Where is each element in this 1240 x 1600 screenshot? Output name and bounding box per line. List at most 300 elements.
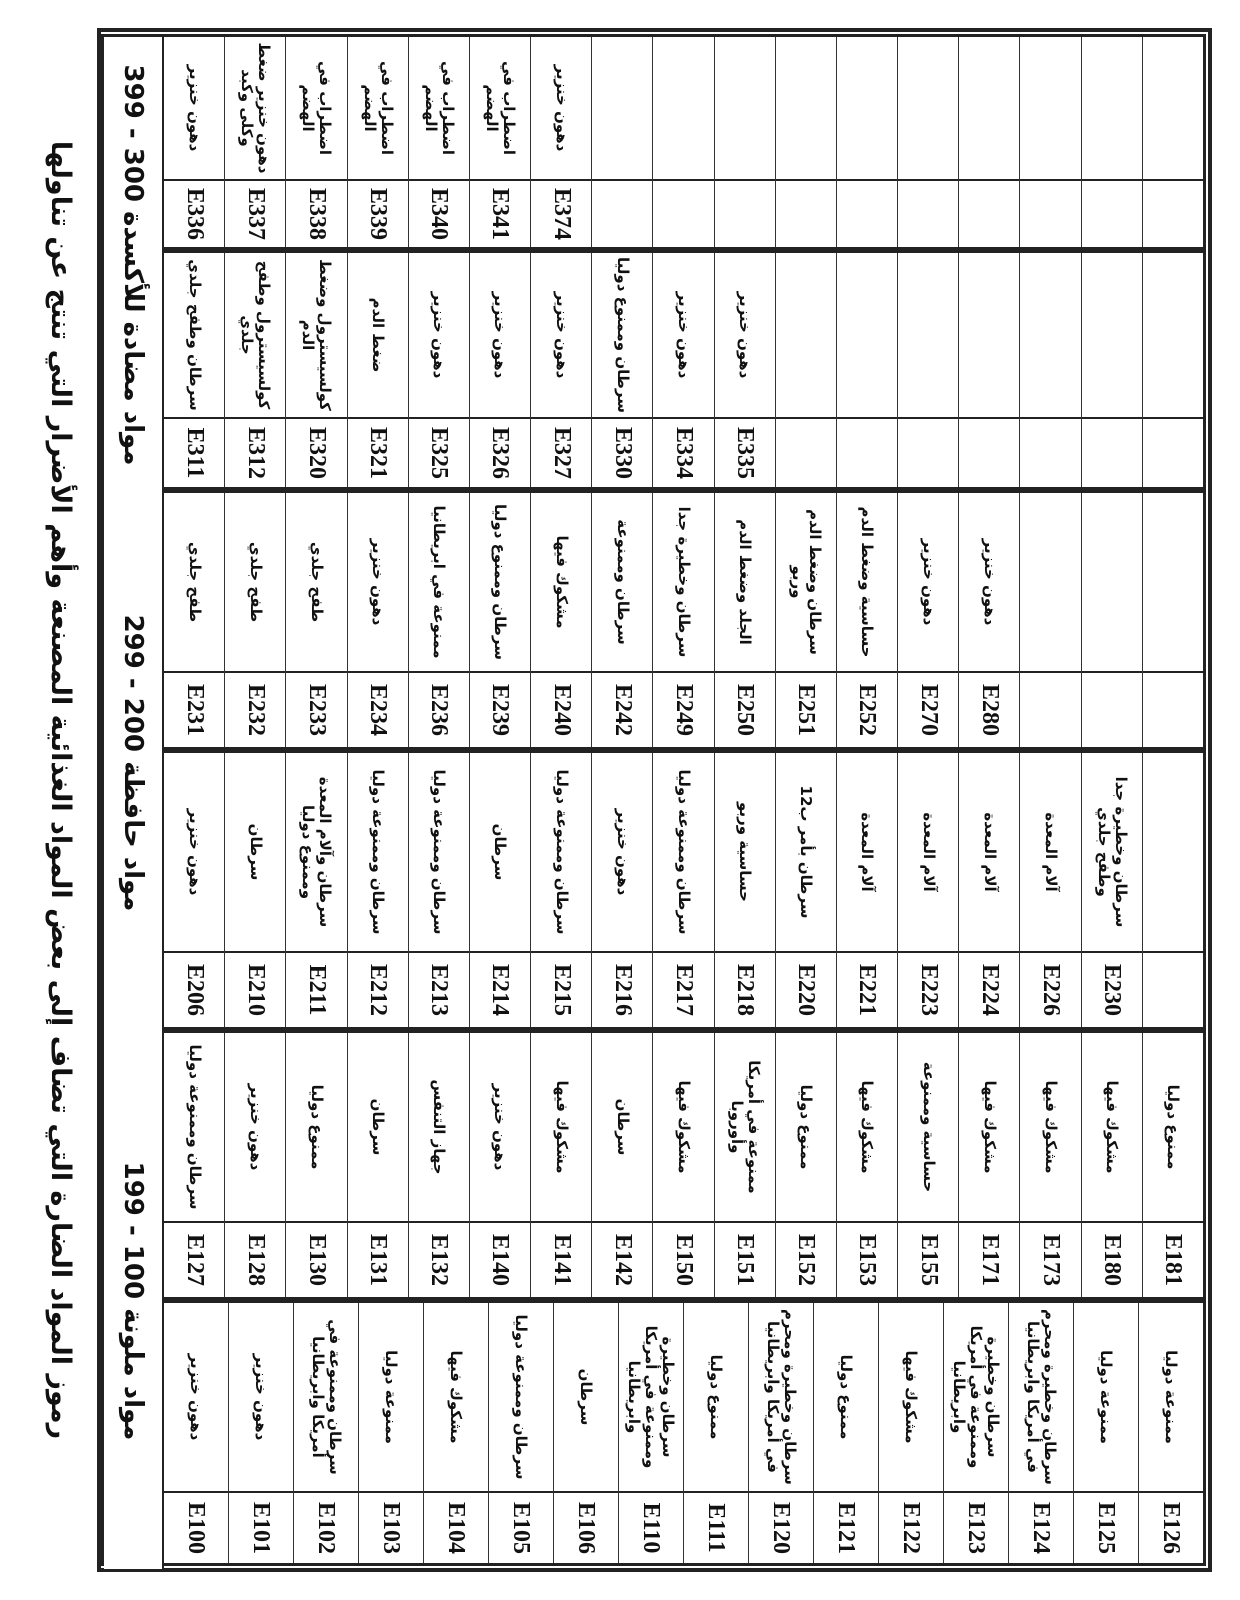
harm-description: ممنوعة دوليا <box>1097 1350 1116 1444</box>
additive-code <box>1143 671 1203 747</box>
harm-description: دهون خنزير <box>187 1353 206 1441</box>
table-row <box>294 1303 359 1563</box>
harm-description: آلام المعدة <box>980 812 999 892</box>
table-row <box>592 493 653 747</box>
table-row <box>715 37 776 247</box>
harm-description: اضطراب في الهضم <box>421 60 457 155</box>
additive-code <box>837 179 897 247</box>
harm-description: آلام المعدة <box>1042 812 1060 892</box>
additive-code: E321 <box>348 417 408 487</box>
table-rows <box>164 253 1203 487</box>
additive-code: E218 <box>715 951 775 1027</box>
additive-code: E215 <box>531 951 591 1027</box>
table-rows <box>164 493 1203 747</box>
harm-description <box>1082 493 1142 671</box>
harm-description: ممنوعة في ابريطانيا <box>430 505 449 659</box>
table-row <box>164 253 225 487</box>
harm-description: سرطان وممنوعة دوليا <box>430 769 449 935</box>
table-row <box>715 493 776 747</box>
table-row <box>1082 253 1143 487</box>
table-row <box>424 1303 489 1563</box>
additive-code: E236 <box>409 671 469 747</box>
additive-code: E206 <box>164 951 224 1027</box>
additive-code: E223 <box>898 951 958 1027</box>
table-row <box>592 753 653 1027</box>
additive-code: E311 <box>164 417 224 487</box>
additive-code: E104 <box>424 1491 488 1563</box>
harm-description: مشكوك فيها <box>1042 1080 1060 1174</box>
table-row <box>286 493 347 747</box>
table-row <box>489 1303 554 1563</box>
additive-code: E220 <box>776 951 836 1027</box>
harm-description: سرطان وممنوع دوليا <box>613 257 632 413</box>
harm-description <box>898 37 958 179</box>
table-row <box>225 37 286 247</box>
harm-description: دهون خنزير <box>613 808 632 896</box>
harm-description: سرطان وآلام المعدة وممنوع دوليا <box>299 776 335 928</box>
additive-code: E140 <box>470 1221 530 1297</box>
table-row <box>837 1033 898 1297</box>
additive-code: E230 <box>1082 951 1142 1027</box>
additive-code: E374 <box>531 179 591 247</box>
additive-code <box>1082 671 1142 747</box>
additive-code: E106 <box>554 1491 618 1563</box>
harm-description: دهون خنزير ضغط وكلى وكبد <box>238 42 274 174</box>
additive-code: E330 <box>592 417 652 487</box>
table-row <box>225 493 286 747</box>
harm-description <box>959 37 1019 179</box>
harm-description: جهاز التنفس <box>430 1079 449 1175</box>
harm-description: دهون خنزير <box>252 1353 271 1441</box>
additive-code: E105 <box>489 1491 553 1563</box>
additive-code: E124 <box>1009 1491 1073 1563</box>
additive-code: E234 <box>348 671 408 747</box>
harm-description: سرطان وخطيرة جدا وطفح جلدي <box>1094 776 1130 928</box>
harm-description: طفح جلدي <box>185 541 204 623</box>
table-row <box>409 37 470 247</box>
table-section-4 <box>101 490 1206 750</box>
additive-code: E128 <box>225 1221 285 1297</box>
table-row <box>348 37 409 247</box>
additive-code: E132 <box>409 1221 469 1297</box>
additive-code <box>837 417 897 487</box>
harm-description: دهون خنزير <box>980 538 999 626</box>
table-row <box>592 1033 653 1297</box>
additive-code: E326 <box>470 417 530 487</box>
table-row <box>898 1033 959 1297</box>
harm-description: دهون خنزير <box>430 291 449 379</box>
harm-description: مشكوك فيها <box>980 1080 999 1174</box>
additive-code: E337 <box>225 179 285 247</box>
additive-code <box>776 417 836 487</box>
table-row <box>959 37 1020 247</box>
additive-code: E141 <box>531 1221 591 1297</box>
table-row <box>348 253 409 487</box>
table-row <box>286 1033 347 1297</box>
table-row <box>898 253 959 487</box>
additive-code <box>1143 417 1203 487</box>
table-row <box>164 1033 225 1297</box>
harm-description: مشكوك فيها <box>674 1080 693 1174</box>
additive-code: E101 <box>229 1491 293 1563</box>
additive-code: E127 <box>164 1221 224 1297</box>
table-row <box>837 253 898 487</box>
harm-description <box>653 37 713 179</box>
table-row <box>348 493 409 747</box>
table-row <box>715 253 776 487</box>
additive-code: E121 <box>814 1491 878 1563</box>
harm-description <box>898 253 958 417</box>
additive-code: E216 <box>592 951 652 1027</box>
table-row <box>619 1303 684 1563</box>
table-row <box>1020 1033 1081 1297</box>
harm-description: سرطان وممنوعة دوليا <box>185 1044 204 1210</box>
table-row <box>531 493 592 747</box>
table-row <box>959 753 1020 1027</box>
additive-code: E280 <box>959 671 1019 747</box>
additive-code <box>1020 179 1080 247</box>
table-row <box>164 37 225 247</box>
table-row <box>409 753 470 1027</box>
additive-code: E250 <box>715 671 775 747</box>
table-row <box>715 753 776 1027</box>
additive-code: E341 <box>470 179 530 247</box>
table-row <box>715 1033 776 1297</box>
additive-code: E180 <box>1082 1221 1142 1297</box>
harm-description: دهون خنزير <box>552 64 571 152</box>
table-row <box>776 37 837 247</box>
harm-description: طفح جلدي <box>246 541 265 623</box>
harm-description: الجلد وضغط الدم <box>736 519 755 645</box>
harm-description: ممنوع دوليا <box>837 1354 856 1440</box>
additive-code: E334 <box>653 417 713 487</box>
additive-code: E181 <box>1143 1221 1203 1297</box>
table-row <box>1143 37 1203 247</box>
harm-description: سرطان وضغط الدم وربو <box>788 509 824 655</box>
table-row <box>837 753 898 1027</box>
harm-description: ضغط الدم <box>369 297 388 373</box>
harm-description: سرطان وممنوع دوليا <box>491 504 510 660</box>
table-row <box>531 1033 592 1297</box>
harm-description: ممنوع دوليا <box>707 1354 726 1440</box>
table-row <box>776 253 837 487</box>
additive-code: E232 <box>225 671 285 747</box>
additive-code <box>1020 417 1080 487</box>
table-row <box>470 753 531 1027</box>
table-row <box>1082 1033 1143 1297</box>
additive-code: E340 <box>409 179 469 247</box>
harm-description: ممنوعة في أمريكا وأوروبا <box>727 1060 763 1194</box>
table-row <box>531 37 592 247</box>
harm-description: دهون خنزير <box>491 291 510 379</box>
additive-code: E251 <box>776 671 836 747</box>
additive-code: E325 <box>409 417 469 487</box>
harm-description: سرطان وممنوعة دوليا <box>512 1314 531 1480</box>
table-row <box>653 253 714 487</box>
additive-code: E242 <box>592 671 652 747</box>
table-row <box>470 1033 531 1297</box>
additive-code: E213 <box>409 951 469 1027</box>
table-row <box>225 1033 286 1297</box>
harm-description <box>1082 253 1142 417</box>
table-row <box>959 493 1020 747</box>
harm-description: مشكوك فيها <box>1103 1080 1122 1174</box>
harm-description <box>1143 37 1203 179</box>
harm-description: مشكوك فيها <box>552 1080 571 1174</box>
harm-description <box>776 253 836 417</box>
harm-description: اضطراب في الهضم <box>299 60 335 155</box>
table-row <box>286 753 347 1027</box>
harm-description <box>1020 253 1080 417</box>
table-row <box>286 253 347 487</box>
additive-code <box>959 179 1019 247</box>
harm-description: سرطان وخطيرة ومحرم في أمريكا وابريطانيا <box>1024 1309 1059 1485</box>
additive-code: E131 <box>348 1221 408 1297</box>
harm-description: مشكوك فيها <box>858 1080 877 1174</box>
additive-code <box>959 417 1019 487</box>
table-row <box>944 1303 1009 1563</box>
table-row <box>959 253 1020 487</box>
additive-code: E126 <box>1139 1491 1203 1563</box>
table-row <box>554 1303 619 1563</box>
additive-code: E142 <box>592 1221 652 1297</box>
table-row <box>164 493 225 747</box>
additive-code <box>898 417 958 487</box>
harm-description: كولسيسترول وضغط الدم <box>299 259 335 411</box>
harm-description <box>959 253 1019 417</box>
harm-description: مشكوك فيها <box>552 535 571 629</box>
harm-description: اضطراب في الهضم <box>482 60 518 155</box>
table-row <box>898 753 959 1027</box>
table-row <box>470 37 531 247</box>
harm-description: آلام المعدة <box>919 812 938 892</box>
table-row <box>1143 493 1203 747</box>
table-row <box>229 1303 294 1563</box>
harm-description: سرطان وممنوعة دوليا <box>552 769 571 935</box>
harm-description: سرطان <box>491 823 510 881</box>
table-row <box>898 493 959 747</box>
harm-description: سرطان وممنوعة دوليا <box>674 769 693 935</box>
harm-description <box>1143 753 1203 951</box>
additive-code <box>898 179 958 247</box>
additive-code <box>592 179 652 247</box>
additive-code: E320 <box>286 417 346 487</box>
table-row <box>653 493 714 747</box>
table-row <box>1082 753 1143 1027</box>
additive-code: E100 <box>164 1491 228 1563</box>
additive-code: E173 <box>1020 1221 1080 1297</box>
harm-description: دهون خنزير <box>674 291 693 379</box>
additive-code: E150 <box>653 1221 713 1297</box>
table-row <box>776 753 837 1027</box>
harm-description <box>776 37 836 179</box>
harm-description: مشكوك فيها <box>902 1350 921 1444</box>
table-row <box>1139 1303 1203 1563</box>
additive-code: E249 <box>653 671 713 747</box>
table-row <box>225 753 286 1027</box>
harm-description: دهون خنزير <box>919 538 938 626</box>
table-row <box>409 253 470 487</box>
additive-code: E120 <box>749 1491 813 1563</box>
harm-description <box>1143 493 1203 671</box>
additive-code <box>1143 179 1203 247</box>
table-row <box>1143 253 1203 487</box>
table-row <box>684 1303 749 1563</box>
harm-description: سرطان <box>246 823 265 881</box>
harm-description: دهون خنزير <box>185 64 204 152</box>
additive-code: E211 <box>286 951 346 1027</box>
additive-code: E233 <box>286 671 346 747</box>
additive-code: E240 <box>531 671 591 747</box>
table-row <box>1074 1303 1139 1563</box>
additive-code: E152 <box>776 1221 836 1297</box>
additive-code <box>1143 951 1203 1027</box>
additive-code: E335 <box>715 417 775 487</box>
additive-code: E123 <box>944 1491 1008 1563</box>
page-title: رموز المواد الضارة التي تضاف إلى بعض المواد الغذائية المصنعة وأهم الأضرار التي تنتج عن تناولها <box>45 140 76 1440</box>
table-row <box>1020 753 1081 1027</box>
table-row <box>749 1303 814 1563</box>
table-row <box>286 37 347 247</box>
table-row <box>959 1033 1020 1297</box>
harm-description: سرطان وخطيرة ومحرم في أمريكا وابريطانيا <box>764 1309 799 1485</box>
table-row <box>409 493 470 747</box>
table-row <box>1009 1303 1074 1563</box>
table-section-6 <box>101 34 1206 250</box>
harm-description <box>1020 37 1080 179</box>
additive-code: E102 <box>294 1491 358 1563</box>
table-row <box>1082 37 1143 247</box>
harm-description: سرطان وطفح جلدي <box>185 259 204 411</box>
additive-code: E221 <box>837 951 897 1027</box>
additive-code: E171 <box>959 1221 1019 1297</box>
table-row <box>164 1303 229 1563</box>
harm-description <box>715 37 775 179</box>
harm-description: سرطان <box>577 1368 596 1426</box>
section-title: مواد حافظة 200 - 299 <box>104 493 164 1033</box>
additive-code: E153 <box>837 1221 897 1297</box>
harm-description: سرطان وخطيرة وممنوعة في أمريكا وابريطانيا <box>950 1325 1003 1469</box>
table-row <box>409 1033 470 1297</box>
section-title: مواد مضادة للأكسدة 300 - 399 <box>104 37 164 493</box>
harm-description: سرطان وممنوعة في أمريكا وابريطانيا <box>309 1319 344 1475</box>
table-row <box>531 253 592 487</box>
table-row <box>1020 253 1081 487</box>
table-row <box>1143 1033 1203 1297</box>
harm-description <box>1143 253 1203 417</box>
table-row <box>359 1303 424 1563</box>
additive-code: E312 <box>225 417 285 487</box>
harm-description: سرطان وخطيرة وممنوعة في أمريكا وابريطانيا <box>625 1325 678 1469</box>
table-rows <box>164 753 1203 1027</box>
additive-code: E224 <box>959 951 1019 1027</box>
table-row <box>348 1033 409 1297</box>
harm-description <box>592 37 652 179</box>
harm-description: سرطان وخطيرة جدا <box>674 506 693 658</box>
additive-code: E111 <box>684 1491 748 1563</box>
table-row <box>837 493 898 747</box>
harm-description: ممنوعة دوليا <box>382 1350 401 1444</box>
table-row <box>592 253 653 487</box>
additive-code <box>715 179 775 247</box>
additive-code: E339 <box>348 179 408 247</box>
additive-code: E338 <box>286 179 346 247</box>
section-title: مواد ملونة 100 - 199 <box>104 1033 164 1569</box>
table-rows <box>164 37 1203 247</box>
additive-code: E214 <box>470 951 530 1027</box>
additive-code: E125 <box>1074 1491 1138 1563</box>
additive-code <box>1020 671 1080 747</box>
table-row <box>837 37 898 247</box>
additive-code: E151 <box>715 1221 775 1297</box>
harm-description: حساسية وربو <box>736 802 755 902</box>
harm-description: دهون خنزير <box>185 808 204 896</box>
table-row <box>470 493 531 747</box>
harm-description: سرطان <box>369 1098 388 1156</box>
harm-description: ممنوع دوليا <box>307 1084 326 1170</box>
additive-code: E122 <box>879 1491 943 1563</box>
table-rows <box>164 1303 1203 1563</box>
harm-description: سرطان وممنوعة <box>613 519 632 645</box>
harm-description: ممنوع دوليا <box>1164 1084 1183 1170</box>
additive-code: E336 <box>164 179 224 247</box>
harm-description: دهون خنزير <box>246 1083 265 1171</box>
table-row <box>531 753 592 1027</box>
table-row <box>470 253 531 487</box>
table-row <box>348 753 409 1027</box>
harm-description: سرطان <box>613 1098 632 1156</box>
table-row <box>164 753 225 1027</box>
additive-code: E270 <box>898 671 958 747</box>
table-row <box>653 37 714 247</box>
additive-code: E217 <box>653 951 713 1027</box>
table-row <box>653 753 714 1027</box>
table-row <box>879 1303 944 1563</box>
additive-code: E130 <box>286 1221 346 1297</box>
additive-code: E212 <box>348 951 408 1027</box>
additive-code: E239 <box>470 671 530 747</box>
table-row <box>653 1033 714 1297</box>
harm-description: كولسيسترول وطفح جلدي <box>238 260 274 410</box>
additive-code: E103 <box>359 1491 423 1563</box>
table-row <box>1143 753 1203 1027</box>
harm-description: دهون خنزير <box>736 291 755 379</box>
harm-description: دهون خنزير <box>491 1083 510 1171</box>
harm-description: اضطراب في الهضم <box>360 60 396 155</box>
additive-code <box>776 179 836 247</box>
additive-code <box>1082 417 1142 487</box>
harm-description: آلام المعدة <box>858 812 877 892</box>
table-section-2 <box>101 1030 1206 1300</box>
table-row <box>1020 37 1081 247</box>
harm-description: سرطان وممنوعة دوليا <box>369 769 388 935</box>
additive-code: E155 <box>898 1221 958 1297</box>
table-row <box>776 1033 837 1297</box>
harm-description: دهون خنزير <box>369 538 388 626</box>
table-row <box>592 37 653 247</box>
harm-description <box>837 253 897 417</box>
table-row <box>1020 493 1081 747</box>
harm-description: حساسية وممنوعة <box>919 1061 938 1193</box>
harm-description: حساسية وضغط الدم <box>858 506 877 658</box>
table-row <box>776 493 837 747</box>
table-rows <box>164 1033 1203 1297</box>
table-row <box>225 253 286 487</box>
additive-code: E327 <box>531 417 591 487</box>
additive-code: E110 <box>619 1491 683 1563</box>
harm-description <box>837 37 897 179</box>
additive-code: E231 <box>164 671 224 747</box>
